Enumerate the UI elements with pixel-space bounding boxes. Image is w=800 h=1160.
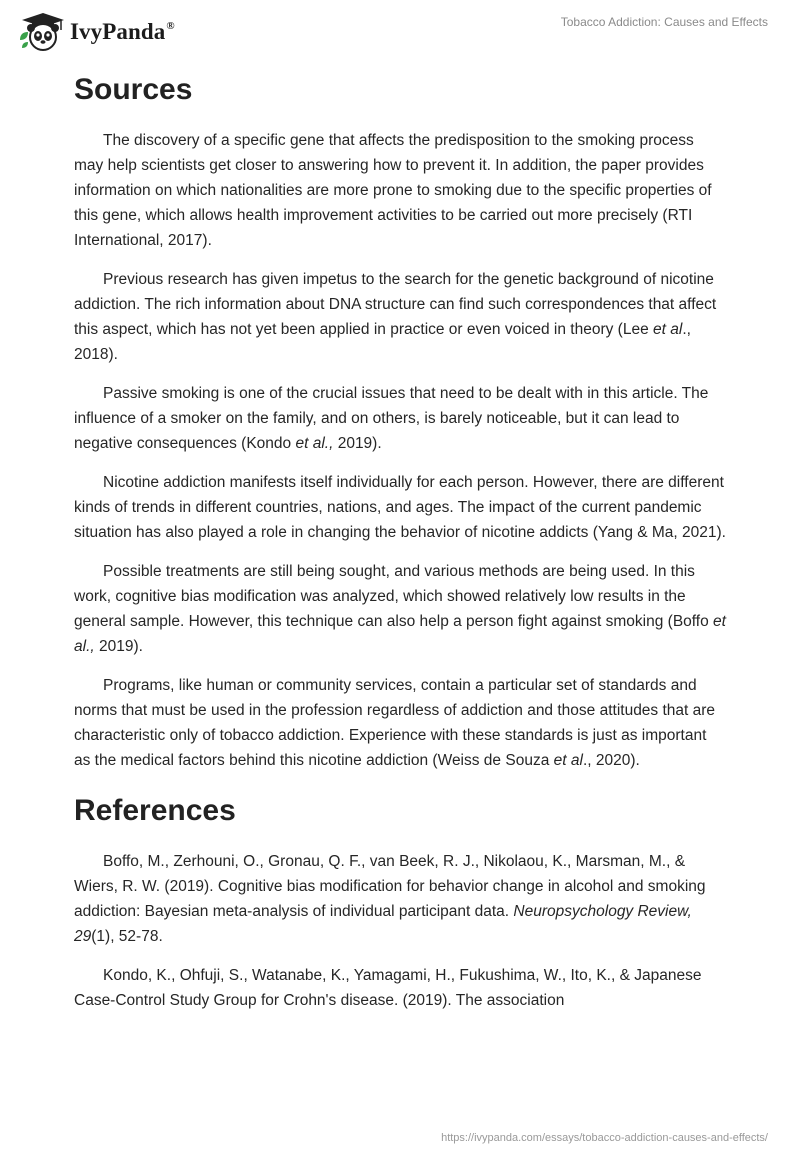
sources-paragraph: Previous research has given impetus to the search for the genetic background of nicotine addiction. The rich information about DNA structure can find such correspondences that affect this aspect, which has not yet been applied in practice or even voiced in theory (Lee et al., 2018). bbox=[74, 271, 717, 363]
source-url[interactable]: https://ivypanda.com/essays/tobacco-addiction-causes-and-effects/ bbox=[441, 1132, 768, 1144]
page-header bbox=[0, 0, 800, 60]
reference-entry: Boffo, M., Zerhouni, O., Gronau, Q. F., van Beek, R. J., Nikolaou, K., Marsman, M., & Wiers, R. W. (2019). Cognitive bias modification for behavior change in alcohol and smoking addiction: Bayesian meta-analysis of individual participant data. Neuropsychology Review, 29(1), 52-78. bbox=[74, 853, 706, 945]
references-heading: References bbox=[74, 794, 236, 827]
sources-heading: Sources bbox=[74, 73, 193, 106]
sources-paragraph: Programs, like human or community services, contain a particular set of standards and norms that must be used in the profession regardless of addiction and those attitudes that are characteristic only of tobacco addiction. Experience with these standards is just as important as the medical factors behind this nicotine addiction (Weiss de Souza et al., 2020). bbox=[74, 677, 716, 769]
reference-entry: Kondo, K., Ohfuji, S., Watanabe, K., Yamagami, H., Fukushima, W., Ito, K., & Japanese Case-Control Study Group for Crohn's disease. (2019). The association bbox=[74, 967, 702, 1009]
sources-paragraph: The discovery of a specific gene that affects the predisposition to the smoking process may help scientists get closer to answering how to prevent it. In addition, the paper provides information on which nationalities are more prone to smoking due to the specific properties of this gene, which allows health improvement activities to be carried out more precisely (RTI International, 2017). bbox=[74, 132, 712, 249]
sources-paragraph: Possible treatments are still being sought, and various methods are being used. In this work, cognitive bias modification was analyzed, which showed relatively low results in the general sample. However, this technique can also help a person fight against smoking (Boffo et al., 2019). bbox=[74, 563, 726, 655]
document-title: Tobacco Addiction: Causes and Effects bbox=[560, 15, 768, 29]
panda-graduate-icon bbox=[16, 10, 68, 54]
sources-paragraph: Passive smoking is one of the crucial issues that need to be dealt with in this article. The influence of a smoker on the family, and on others, is barely noticeable, but it can lead to negative consequences (Kondo et al., 2019). bbox=[74, 385, 709, 452]
ivypanda-logo[interactable] bbox=[16, 10, 175, 54]
brand-name: IvyPanda® bbox=[70, 19, 175, 44]
sources-paragraph: Nicotine addiction manifests itself individually for each person. However, there are different kinds of trends in different countries, nations, and ages. The impact of the current pandemic situation has also played a role in changing the behavior of nicotine addicts (Yang & Ma, 2021). bbox=[74, 474, 726, 541]
article-body bbox=[74, 66, 726, 1027]
